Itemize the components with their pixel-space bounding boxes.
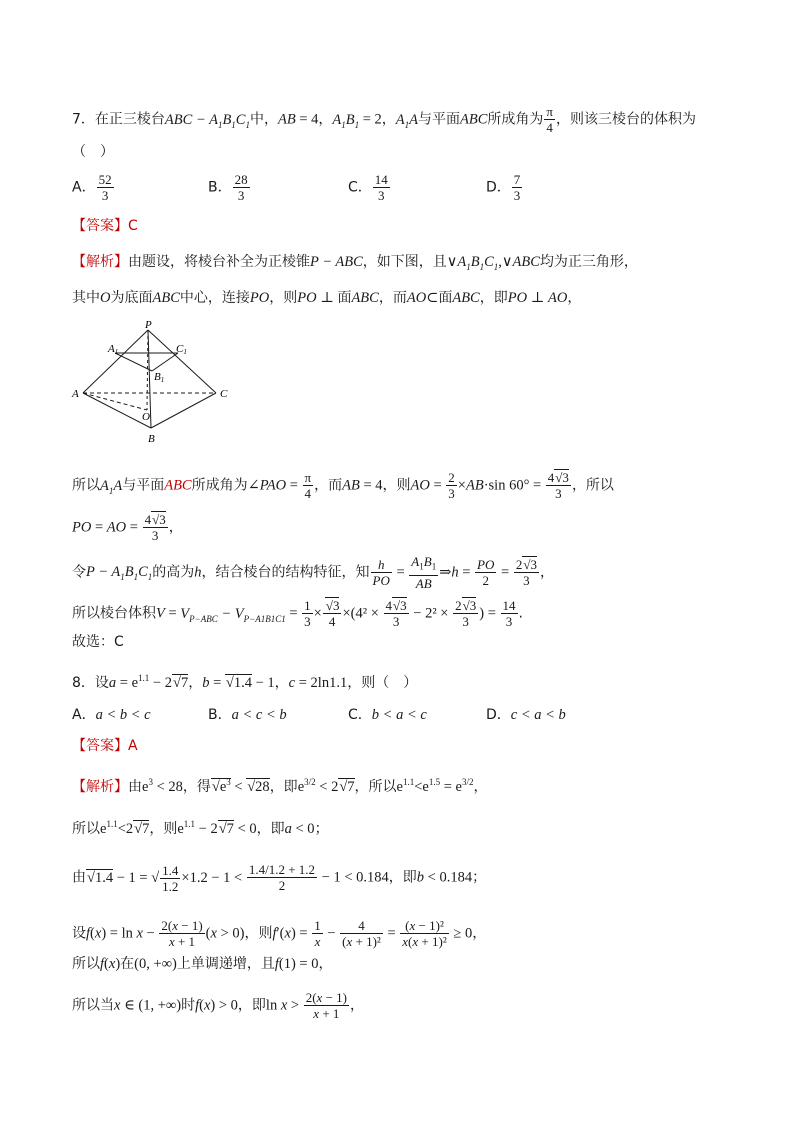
math-ab: AB <box>277 111 296 128</box>
q7-analysis-line5: 令$P - A_1B_1C_1$的高为h，结合棱台的结构特征，知 $\frac{h}{PO}$ = $\frac{A_1B_1}{AB}$ ⇒h = $\frac{PO}{2}$ = $\frac{2√3}{3}$ ， <box>72 554 554 591</box>
math-a1b1: $A_1B_1$ <box>332 111 360 130</box>
q8-analysis-line6: 所以当x ∈ (1, +∞)时f(x) > 0，即ln x > $\frac{2(x - 1)}{x + 1}$ ， <box>72 990 364 1021</box>
q7-analysis-line3: 所以$A_1A$与平面ABC所成角为∠PAO = $\frac{\pi}{4}$ ，而AB = 4，则AO = $\frac{2}{3}$ ×AB·sin 60° = $\frac{4√3}{3}$ ，所以 <box>72 470 614 501</box>
label-b1: B1 <box>154 371 165 384</box>
label-o: O <box>142 411 150 423</box>
pyramid-figure <box>66 318 236 450</box>
frac-pi-4: $\frac{\pi}{4}$ <box>546 104 553 135</box>
q7-option-b: B． $\frac{28}{3}$ <box>208 172 248 203</box>
q7-analysis-line2: 其中O为底面ABC中心，连接PO，则PO ⊥ 面ABC，而AO⊂面ABC，即PO ⊥ AO， <box>72 290 582 306</box>
math-a1a: $A_1A$ <box>395 111 418 130</box>
label-c: C <box>220 388 228 400</box>
q8-answer: 【答案】A <box>72 738 138 754</box>
q8-stem: 8．设$a = e^{1.1} - 2√7$，b = √1.4 − 1，c = 2ln1.1，则（ ） <box>72 673 418 691</box>
q8-option-a: A．a < b < c <box>72 707 151 723</box>
q7-analysis-line6: 所以棱台体积$V = V_{P-ABC} - V_{P-A1B1C1}$ = $\frac{1}{3}$ × $\frac{√3}{4}$ ×(4² × $\frac{4√3}{3}$ − 2² × $\frac{2√3}{3}$ ) = $\frac{14}{3}$ . <box>72 598 523 629</box>
q8-analysis-line2: 所以$e^{1.1}<2√7$，则$e^{1.1} - 2√7 < 0$，即a < 0； <box>72 819 329 837</box>
q8-analysis-line3: 由√1.4 − 1 = √ $\frac{1.4}{1.2}$ ×1.2 − 1 < $\frac{1.4/1.2 + 1.2}{2}$ − 1 < 0.184，即b < 0.184； <box>72 862 487 894</box>
q7-option-c: C． $\frac{14}{3}$ <box>348 172 388 203</box>
q8-option-c: C．b < a < c <box>348 707 427 723</box>
label-a: A <box>72 388 79 400</box>
q7-option-a: A． $\frac{52}{3}$ <box>72 172 112 203</box>
q8-option-d: D．c < a < b <box>486 707 566 723</box>
q7-stem: 7．在正三棱台ABC − $A_1B_1C_1$中，AB = 4，$A_1B_1 = 2$，$A_1A$与平面ABC所成角为 $\frac{\pi}{4}$ ，则该三棱台的体积为 <box>72 104 696 135</box>
q8-analysis-line5: 所以f(x)在(0, +∞)上单调递增，且f(1) = 0， <box>72 956 333 972</box>
q8-option-b: B．a < c < b <box>208 707 287 723</box>
q7-conclusion: 故选：C <box>72 634 124 650</box>
q8-analysis-line4: 设f(x) = ln x − $\frac{2(x - 1)}{x + 1}$ (x > 0)，则f′(x) = $\frac{1}{x}$ − $\frac{4}{\text{(x + 1)²}}$ = $\frac{\text{(x − 1)²}}{\text{x(x + 1)²}}$ ≥ 0， <box>72 918 487 949</box>
q7-answer: 【答案】C <box>72 218 138 234</box>
label-b: B <box>148 433 155 445</box>
q7-option-d: D． $\frac{7}{3}$ <box>486 172 521 203</box>
q7-paren: （ ） <box>72 144 114 160</box>
q8-analysis-line1: 【解析】由$e^3 < 28$，得$√e^3 < √28$，即$e^{3/2} < 2√7$，所以$e^{1.1}<e^{1.5} = e^{3/2}$， <box>72 777 488 795</box>
math-frustum: ABC − $A_1B_1C_1$ <box>164 111 250 130</box>
label-a1: A1 <box>108 343 119 356</box>
label-c1: C1 <box>176 343 187 356</box>
q7-analysis-line4: PO = AO = $\frac{4√3}{3}$ ， <box>72 512 183 543</box>
q7-analysis-line1: 【解析】由题设，将棱台补全为正棱锥P − ABC，如下图，且$\vee A_1B_1C_1,\vee ABC$均为正三角形， <box>72 254 638 272</box>
label-p: P <box>145 319 152 331</box>
